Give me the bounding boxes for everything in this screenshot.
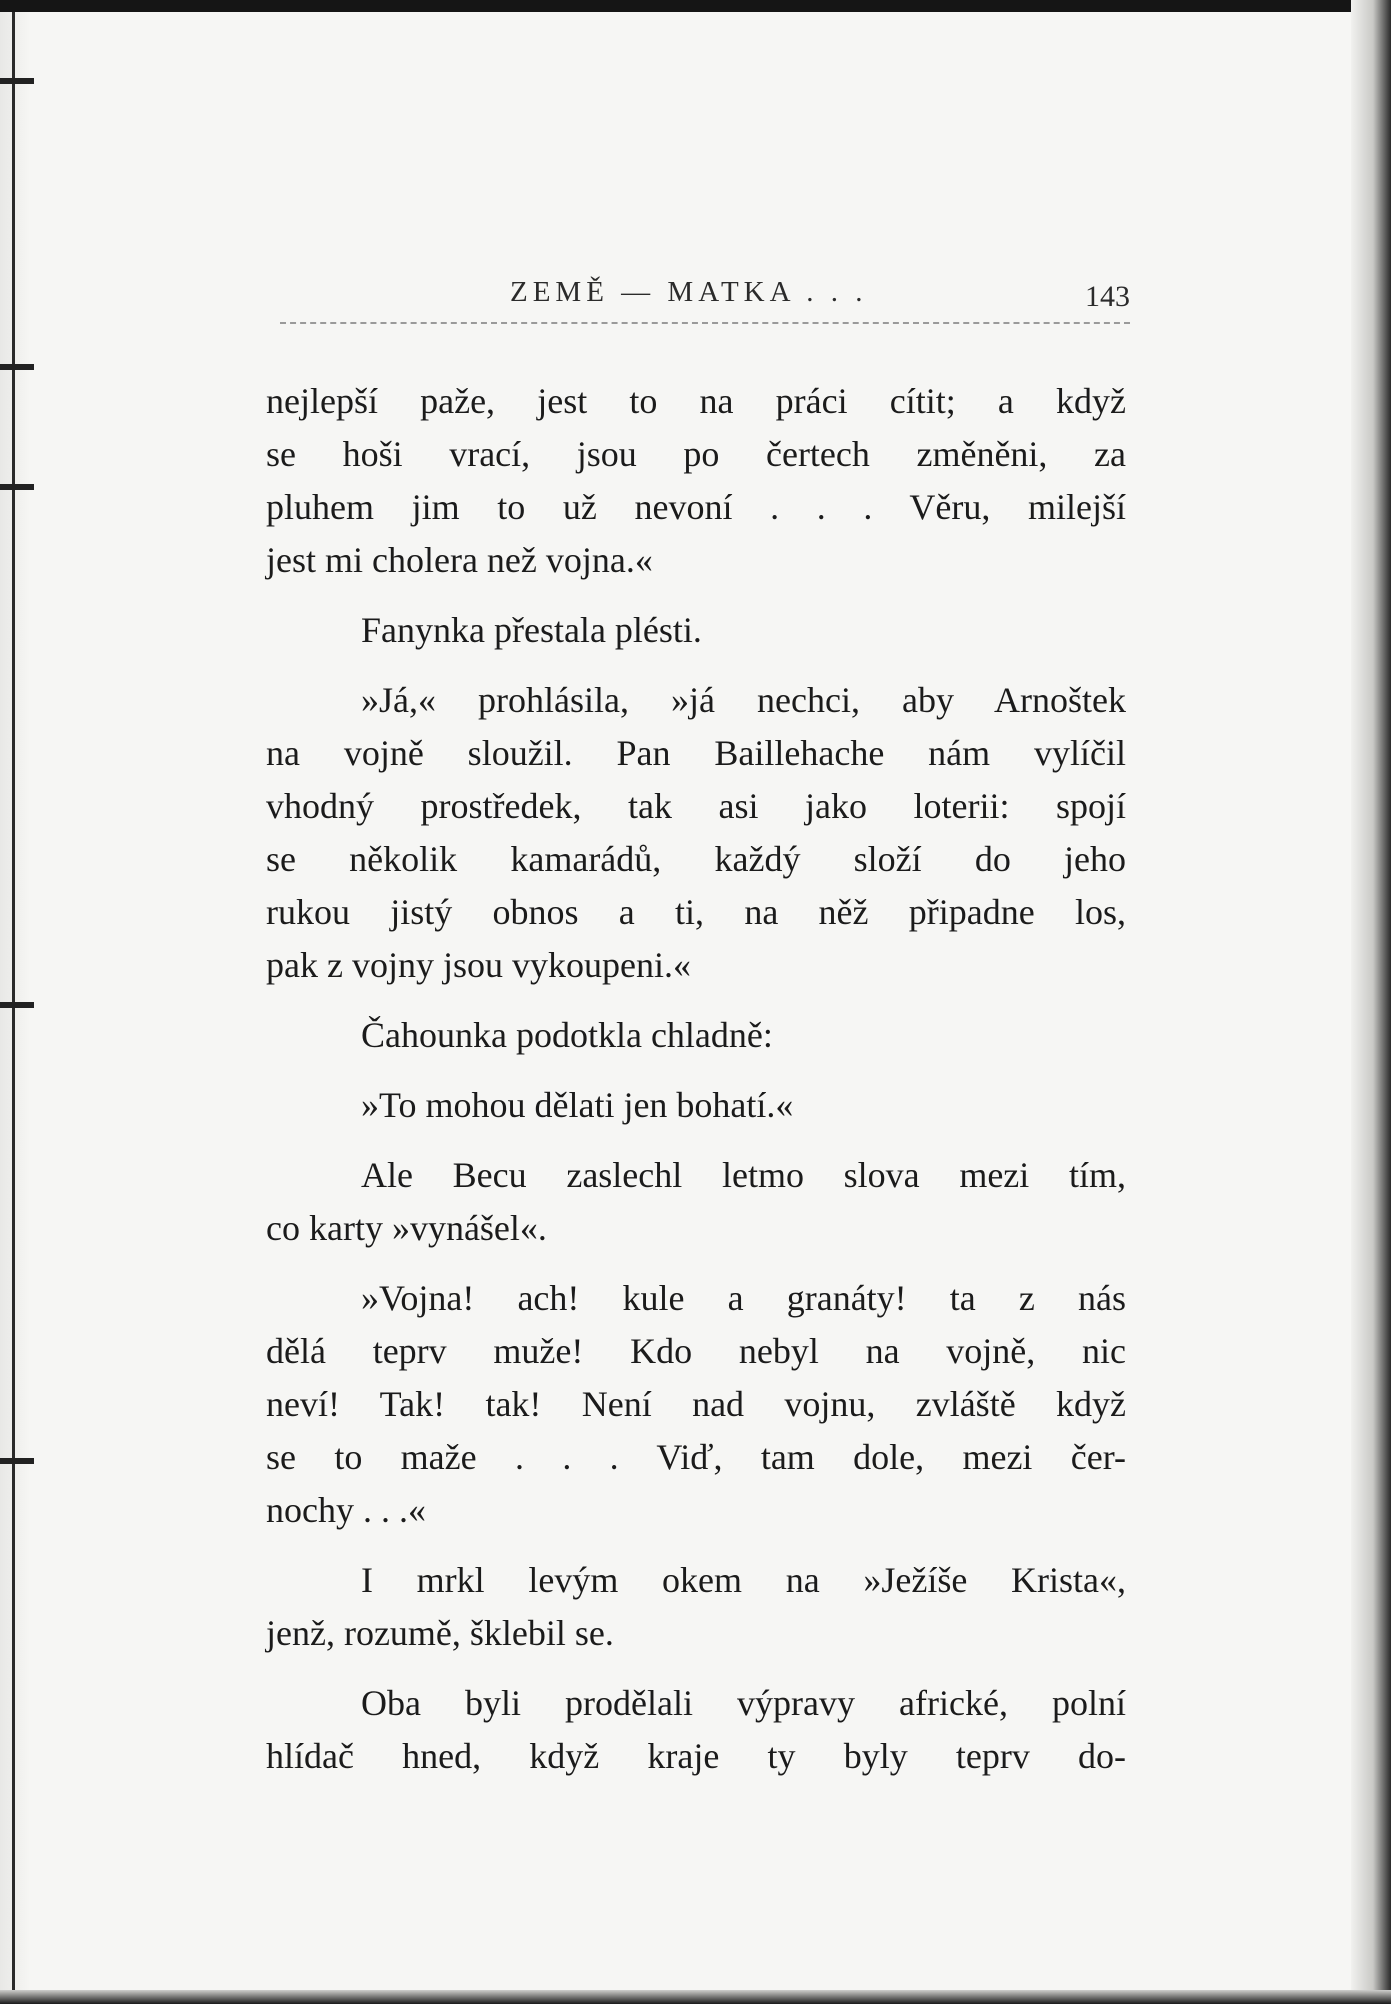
paragraph [266, 1079, 1126, 1132]
text-line: nochy . . .« [266, 1490, 426, 1530]
binding-mark [0, 78, 34, 84]
paragraph [266, 604, 1126, 657]
binding-mark [0, 1002, 34, 1008]
text-line: pluhem jim to už nevoní . . . Věru, milejší [266, 487, 1126, 527]
text-line: jest mi cholera než vojna.« [266, 540, 653, 580]
text-line: Čahounka podotkla chladně: [361, 1015, 773, 1055]
text-line: na vojně sloužil. Pan Baillehache nám vylíčil [266, 733, 1126, 773]
page-top-edge [0, 0, 1391, 12]
text-line: Ale Becu zaslechl letmo slova mezi tím, [361, 1155, 1126, 1195]
page-right-edge [1351, 0, 1391, 2004]
text-line: »To mohou dělati jen bohatí.« [361, 1085, 794, 1125]
paragraph-gap [266, 1660, 1126, 1677]
text-line: hlídač hned, když kraje ty byly teprv do- [266, 1736, 1126, 1776]
paragraph-gap [266, 992, 1126, 1009]
header-rule [280, 322, 1130, 324]
paragraph-gap [266, 657, 1126, 674]
text-line: »Vojna! ach! kule a granáty! ta z nás [361, 1278, 1126, 1318]
running-title: ZEMĚ — MATKA . . . [510, 276, 868, 308]
text-line: se hoši vrací, jsou po čertech změněni, za [266, 434, 1126, 474]
paragraph-gap [266, 1062, 1126, 1079]
text-line: pak z vojny jsou vykoupeni.« [266, 945, 691, 985]
paragraph-gap [266, 1255, 1126, 1272]
page-bottom-edge [0, 1990, 1391, 2004]
paragraph [266, 375, 1126, 587]
paragraph [266, 674, 1126, 992]
text-line: jenž, rozumě, šklebil se. [266, 1613, 614, 1653]
text-line: Fanynka přestala plésti. [361, 610, 702, 650]
text-line: nejlepší paže, jest to na práci cítit; a když [266, 381, 1126, 421]
binding-mark [0, 364, 34, 370]
text-line: rukou jistý obnos a ti, na něž připadne los, [266, 892, 1126, 932]
text-line: co karty »vynášel«. [266, 1208, 547, 1248]
paragraph [266, 1677, 1126, 1783]
running-header [280, 270, 1130, 330]
binding-mark [0, 1458, 34, 1464]
text-line: dělá teprv muže! Kdo nebyl na vojně, nic [266, 1331, 1126, 1371]
paragraph-gap [266, 587, 1126, 604]
binding-mark [0, 484, 34, 490]
text-line: se několik kamarádů, každý složí do jeho [266, 839, 1126, 879]
text-line: se to maže . . . Viď, tam dole, mezi čer- [266, 1437, 1126, 1477]
paragraph-gap [266, 1537, 1126, 1554]
text-line: Oba byli prodělali výpravy africké, polní [361, 1683, 1126, 1723]
paragraph-gap [266, 1132, 1126, 1149]
body-text [266, 375, 1126, 1783]
paragraph [266, 1009, 1126, 1062]
paragraph [266, 1149, 1126, 1255]
page-number: 143 [1085, 280, 1130, 313]
text-line: I mrkl levým okem na »Ježíše Krista«, [361, 1560, 1126, 1600]
paragraph [266, 1554, 1126, 1660]
text-line: vhodný prostředek, tak asi jako loterii: spojí [266, 786, 1126, 826]
text-line: »Já,« prohlásila, »já nechci, aby Arnoštek [361, 680, 1126, 720]
text-line: neví! Tak! tak! Není nad vojnu, zvláště když [266, 1384, 1126, 1424]
paragraph [266, 1272, 1126, 1537]
